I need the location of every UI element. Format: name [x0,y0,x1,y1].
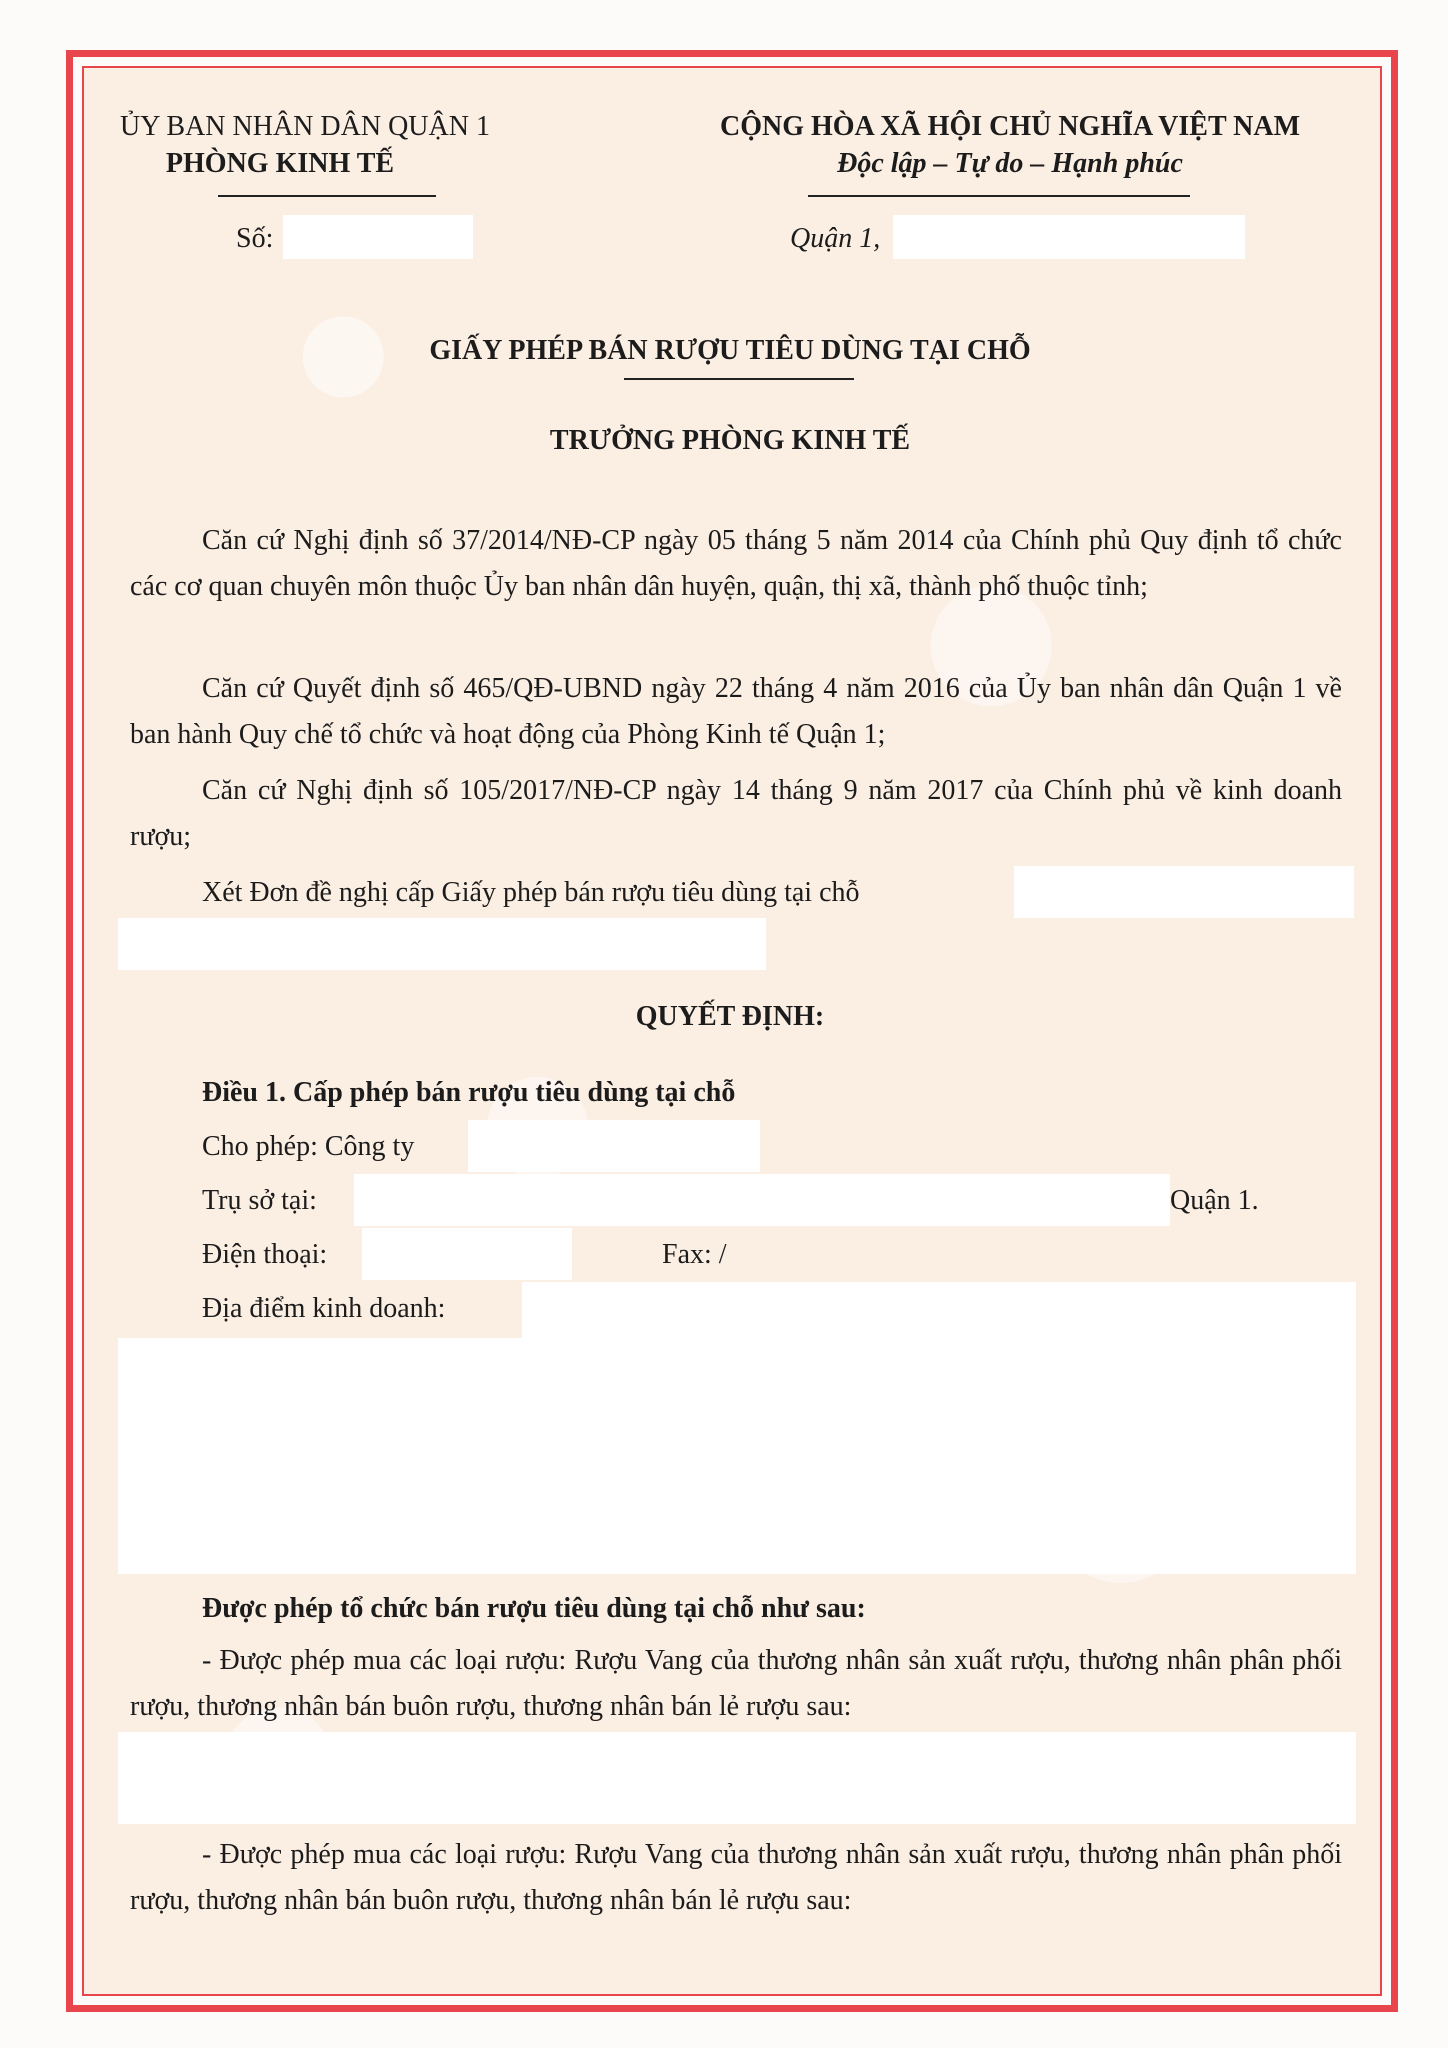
redacted-number [283,215,473,259]
office-district: Quận 1. [1170,1185,1259,1216]
preamble-3: Căn cứ Nghị định số 105/2017/NĐ-CP ngày 14 tháng 9 năm 2017 của Chính phủ về kinh doanh rượu; [130,775,1342,852]
permitted-heading: Được phép tổ chức bán rượu tiêu dùng tại chỗ như sau: [202,1593,866,1624]
left-header-rule [218,195,436,197]
national-motto: Độc lập – Tự do – Hạnh phúc [837,148,1183,179]
redacted-date [893,215,1245,259]
issuing-authority: ỦY BAN NHÂN DÂN QUẬN 1 [120,111,490,142]
permitted-item-2: - Được phép mua các loại rượu: Rượu Vang của thương nhân sản xuất rượu, thương nhân phân phối rượu, thương nhân bán buôn rượu, thương nhân bán lẻ rượu sau: [130,1839,1342,1916]
redacted-applicant-2 [118,918,766,970]
preamble-1: Căn cứ Nghị định số 37/2014/NĐ-CP ngày 05 tháng 5 năm 2014 của Chính phủ Quy định tổ chức các cơ quan chuyên môn thuộc Ủy ban nhân dân huyện, quận, thị xã, thành phố thuộc tỉnh; [130,525,1342,602]
redacted-applicant-1 [1014,866,1354,918]
redacted-location-2 [118,1338,1356,1574]
permitted-item-1: - Được phép mua các loại rượu: Rượu Vang của thương nhân sản xuất rượu, thương nhân phân phối rượu, thương nhân bán buôn rượu, thương nhân bán lẻ rượu sau: [130,1645,1342,1722]
issuing-department: PHÒNG KINH TẾ [165,148,395,179]
redacted-location-1 [522,1282,1356,1338]
national-title: CỘNG HÒA XÃ HỘI CHỦ NGHĨA VIỆT NAM [719,111,1301,142]
office-label: Trụ sở tại: [202,1185,317,1216]
location-label: Địa điểm kinh doanh: [202,1293,446,1324]
document-title: GIẤY PHÉP BÁN RƯỢU TIÊU DÙNG TẠI CHỖ [429,335,1031,366]
redacted-office [354,1174,1170,1226]
place-date: Quận 1, [790,223,881,254]
preamble-2: Căn cứ Quyết định số 465/QĐ-UBND ngày 22 tháng 4 năm 2016 của Ủy ban nhân dân Quận 1 về ban hành Quy chế tổ chức và hoạt động của Phòng Kinh tế Quận 1; [130,673,1342,750]
article1-heading: Điều 1. Cấp phép bán rượu tiêu dùng tại chỗ [202,1077,736,1108]
phone-label: Điện thoại: [202,1239,328,1270]
decision-heading: QUYẾT ĐỊNH: [635,1001,825,1032]
redacted-phone [362,1228,572,1280]
redacted-suppliers-1 [118,1732,1356,1824]
preamble-4: Xét Đơn đề nghị cấp Giấy phép bán rượu tiêu dùng tại chỗ [202,877,860,908]
document-number-label: Số: [236,223,274,254]
redacted-company [468,1120,760,1172]
right-header-rule [808,195,1190,197]
issuer-title: TRƯỞNG PHÒNG KINH TẾ [549,425,911,456]
fax-label: Fax: / [662,1239,727,1270]
allow-label: Cho phép: Công ty [202,1131,415,1162]
title-rule [624,378,854,380]
